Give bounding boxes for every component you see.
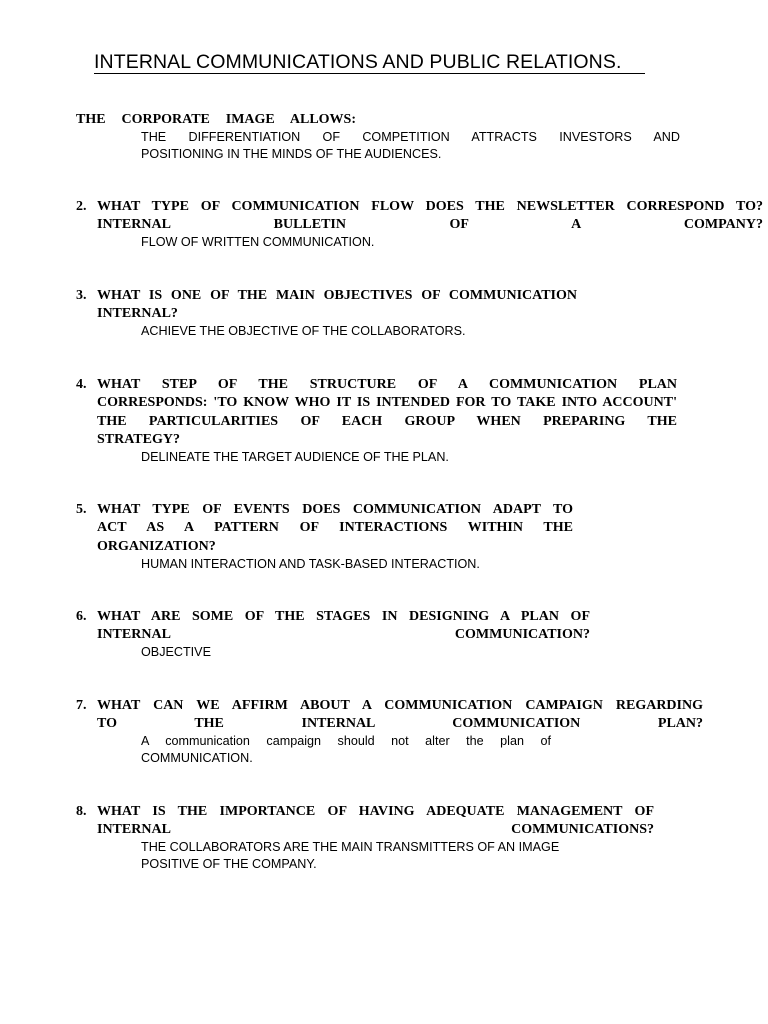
question-line: STRATEGY? xyxy=(97,431,180,447)
question-number: 5. xyxy=(76,502,87,517)
question-line: WHAT IS ONE OF THE MAIN OBJECTIVES OF COMMUNICATION xyxy=(97,288,577,303)
question-number: 3. xyxy=(76,288,87,303)
answer xyxy=(141,839,559,873)
question xyxy=(97,198,763,235)
question-line: INTERNAL COMMUNICATION? xyxy=(97,627,590,643)
answer-line: HUMAN INTERACTION AND TASK-BASED INTERACTION. xyxy=(141,557,480,571)
answer-line: THE DIFFERENTIATION OF COMPETITION ATTRACTS INVESTORS AND xyxy=(141,130,680,144)
answer-line: THE COLLABORATORS ARE THE MAIN TRANSMITTERS OF AN IMAGE xyxy=(141,840,560,854)
answer xyxy=(141,129,680,163)
answer-line: A communication campaign should not alter the plan of xyxy=(141,734,551,748)
answer xyxy=(141,449,449,466)
answer xyxy=(141,234,374,251)
question xyxy=(97,803,654,840)
question-line: CORRESPONDS: 'TO KNOW WHO IT IS INTENDED FOR TO TAKE INTO ACCOUNT' xyxy=(97,395,677,411)
question xyxy=(76,111,356,129)
answer-line: FLOW OF WRITTEN COMMUNICATION. xyxy=(141,235,375,249)
question xyxy=(97,608,590,645)
question xyxy=(97,376,677,449)
title-underline xyxy=(94,73,645,74)
question-line: INTERNAL? xyxy=(97,306,178,322)
question-line: WHAT ARE SOME OF THE STAGES IN DESIGNING A PLAN OF xyxy=(97,609,590,624)
answer-line: DELINEATE THE TARGET AUDIENCE OF THE PLAN. xyxy=(141,450,449,464)
question-line: THE CORPORATE IMAGE ALLOWS: xyxy=(76,112,356,127)
question-line: ACT AS A PATTERN OF INTERACTIONS WITHIN THE xyxy=(97,520,573,536)
answer-line: COMMUNICATION. xyxy=(141,751,253,765)
answer-line: POSITIONING IN THE MINDS OF THE AUDIENCES. xyxy=(141,147,442,161)
question-line: INTERNAL BULLETIN OF A COMPANY? xyxy=(97,217,763,233)
question-line: WHAT IS THE IMPORTANCE OF HAVING ADEQUATE MANAGEMENT OF xyxy=(97,804,654,819)
question-number: 2. xyxy=(76,199,87,214)
answer-line: ACHIEVE THE OBJECTIVE OF THE COLLABORATORS. xyxy=(141,324,466,338)
question-line: TO THE INTERNAL COMMUNICATION PLAN? xyxy=(97,716,703,732)
question-line: WHAT TYPE OF EVENTS DOES COMMUNICATION ADAPT TO xyxy=(97,502,573,517)
question xyxy=(97,501,573,556)
question xyxy=(97,287,577,324)
question-line: ORGANIZATION? xyxy=(97,538,216,554)
question-line: THE PARTICULARITIES OF EACH GROUP WHEN PREPARING THE xyxy=(97,413,677,429)
answer xyxy=(141,556,480,573)
question-number: 7. xyxy=(76,698,87,713)
question-line: INTERNAL COMMUNICATIONS? xyxy=(97,822,654,838)
page-title: INTERNAL COMMUNICATIONS AND PUBLIC RELATIONS. xyxy=(94,51,622,73)
question-number: 4. xyxy=(76,377,87,392)
question-number: 8. xyxy=(76,804,87,819)
answer-line: POSITIVE OF THE COMPANY. xyxy=(141,857,317,871)
answer xyxy=(141,323,465,340)
answer-line: OBJECTIVE xyxy=(141,645,211,659)
question-number: 6. xyxy=(76,609,87,624)
question xyxy=(97,697,703,734)
answer xyxy=(141,644,211,661)
question-line: WHAT STEP OF THE STRUCTURE OF A COMMUNICATION PLAN xyxy=(97,377,677,392)
question-line: WHAT CAN WE AFFIRM ABOUT A COMMUNICATION CAMPAIGN REGARDING xyxy=(97,698,703,713)
answer xyxy=(141,733,551,767)
question-line: WHAT TYPE OF COMMUNICATION FLOW DOES THE NEWSLETTER CORRESPOND TO? xyxy=(97,199,763,214)
